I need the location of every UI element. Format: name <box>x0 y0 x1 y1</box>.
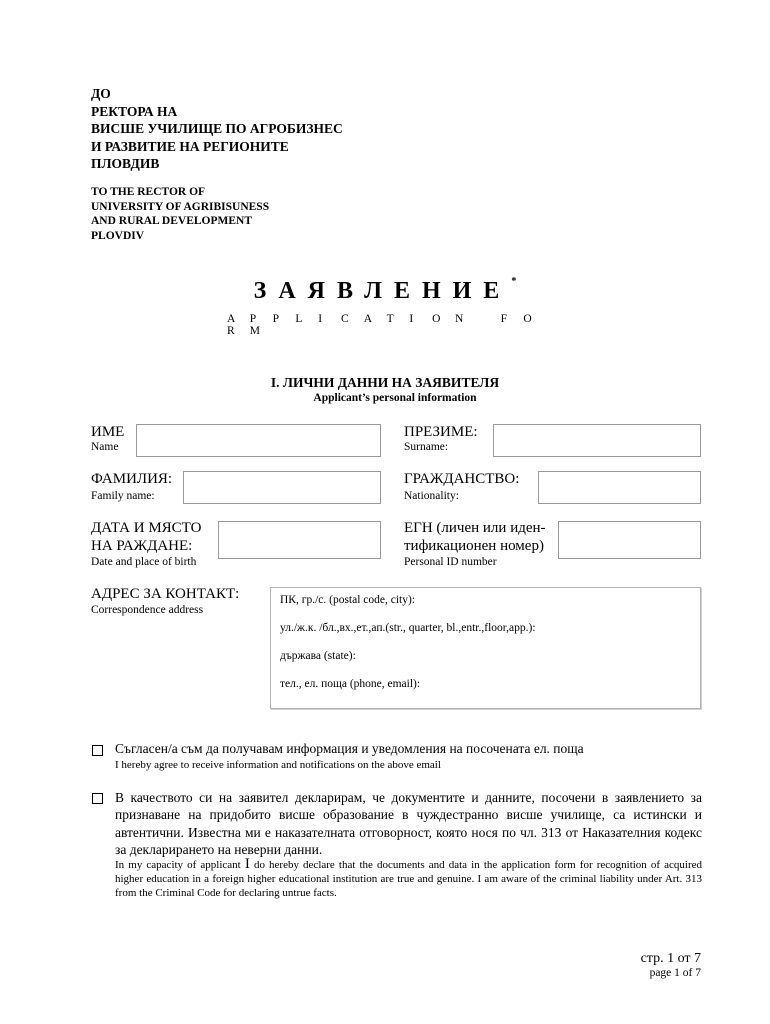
page-number: стр. 1 от 7 <box>640 951 701 966</box>
title-en-letter: P <box>249 313 257 325</box>
title-en-letter: M <box>249 325 261 337</box>
title-en-letter: A <box>227 313 236 325</box>
address-street-line: ул./ж.к. /бл.,вх.,ет.,ап.(str., quarter, bl.,entr.,floor,app.): <box>280 622 536 634</box>
title-en-letter: C <box>340 313 349 325</box>
egn-label-line1: ЕГН (личен или иден- <box>404 520 546 536</box>
title-en-letter: R <box>227 325 235 337</box>
surname-field[interactable] <box>493 424 701 457</box>
section-title: I. ЛИЧНИ ДАННИ НА ЗАЯВИТЕЛЯ <box>270 375 500 390</box>
name-label: ИМЕ <box>91 424 125 440</box>
address-contact-line: тел., ел. поща (phone, email): <box>280 678 421 690</box>
egn-label-line2: тификационен номер) <box>404 538 544 554</box>
family-name-field[interactable] <box>183 471 381 504</box>
surname-label: ПРЕЗИМЕ: <box>404 424 478 440</box>
birth-sublabel: Date and place of birth <box>91 556 197 568</box>
name-sublabel: Name <box>91 441 119 453</box>
document-title-text: ЗАЯВЛЕНИЕ <box>253 278 512 304</box>
name-field[interactable] <box>136 424 381 457</box>
title-en-letter: I <box>318 313 323 325</box>
title-en-letter: N <box>454 313 464 325</box>
document-title <box>0 278 770 305</box>
family-name-sublabel: Family name: <box>91 490 155 502</box>
egn-sublabel: Personal ID number <box>404 556 497 568</box>
nationality-field[interactable] <box>538 471 701 504</box>
email-consent-text-en: I hereby agree to receive information and notifications on the above email <box>115 759 441 771</box>
addressee-bg-line: РЕКТОРА НА <box>91 103 178 119</box>
addressee-bg-line: ПЛОВДИВ <box>91 156 160 171</box>
addressee-en <box>91 185 411 243</box>
addressee-en-line: AND RURAL DEVELOPMENT <box>91 215 253 227</box>
birth-label-line1: ДАТА И МЯСТО <box>91 520 202 536</box>
birth-field[interactable] <box>218 521 381 559</box>
email-consent-text: Съгласен/а съм да получавам информация и уведомления на посочената ел. поща <box>115 741 584 756</box>
section-subtitle: Applicant’s personal information <box>313 392 477 404</box>
addressee-bg-line: ВИСШЕ УЧИЛИЩЕ ПО АГРОБИЗНЕС <box>91 121 343 136</box>
addressee-bg-line: ДО <box>91 86 111 101</box>
addressee-en-line: PLOVDIV <box>91 229 145 242</box>
email-consent-checkbox[interactable] <box>92 745 103 756</box>
title-en-letter: F <box>500 313 507 325</box>
address-label: АДРЕС ЗА КОНТАКТ: <box>91 586 240 602</box>
declaration-checkbox[interactable] <box>92 793 103 804</box>
title-en-letter: P <box>272 313 279 325</box>
addressee-bg-line: И РАЗВИТИЕ НА РЕГИОНИТЕ <box>91 138 289 154</box>
surname-sublabel: Surname: <box>404 441 449 453</box>
addressee-en-line: TO THE RECTOR OF <box>91 186 206 198</box>
declaration-en-rest: do hereby declare that the documents and data in the application form for recognition of acquired higher education in a foreign higher educational institution are true and genuine. I am aware of the criminal liability under Art. 313 from the Criminal Code for declaring untrue facts. <box>115 859 703 900</box>
title-en-letter: O <box>523 313 532 325</box>
address-state-line: държава (state): <box>280 650 356 662</box>
birth-label-line2: НА РАЖДАНЕ: <box>91 538 193 554</box>
egn-field[interactable] <box>558 521 701 559</box>
declaration-en-prefix: In my capacity of applicant <box>115 859 241 871</box>
declaration-en-big-i: I <box>244 856 250 872</box>
title-en-letter: A <box>363 313 373 325</box>
address-postal-line: ПК, гр./с. (postal code, city): <box>280 594 416 606</box>
address-sublabel: Correspondence address <box>91 604 204 616</box>
page-number-en: page 1 of 7 <box>649 967 701 979</box>
declaration-text-en <box>115 857 702 901</box>
title-en-letter: T <box>386 313 394 325</box>
family-name-label: ФАМИЛИЯ: <box>91 471 173 487</box>
addressee-bg <box>91 85 451 173</box>
addressee-en-line: UNIVERSITY OF AGRIBISUNESS <box>91 200 270 213</box>
document-title-en <box>227 313 557 337</box>
declaration-text: В качеството си на заявител декларирам, че документите и данните, посочени в заявлението за признаване на придобито висше образование в чуждестранно висше училище, са истински и автентични. Известна ми е наказателната отговорност, която нося по чл. 313 от Наказателния кодекс за декларирането на неверни данни. <box>115 790 702 857</box>
title-en-letter: I <box>409 313 414 325</box>
title-en-letter: L <box>295 313 303 325</box>
title-asterisk: * <box>511 276 517 287</box>
title-en-letter: O <box>432 313 441 325</box>
nationality-label: ГРАЖДАНСТВО: <box>404 471 520 487</box>
nationality-sublabel: Nationality: <box>404 490 459 502</box>
